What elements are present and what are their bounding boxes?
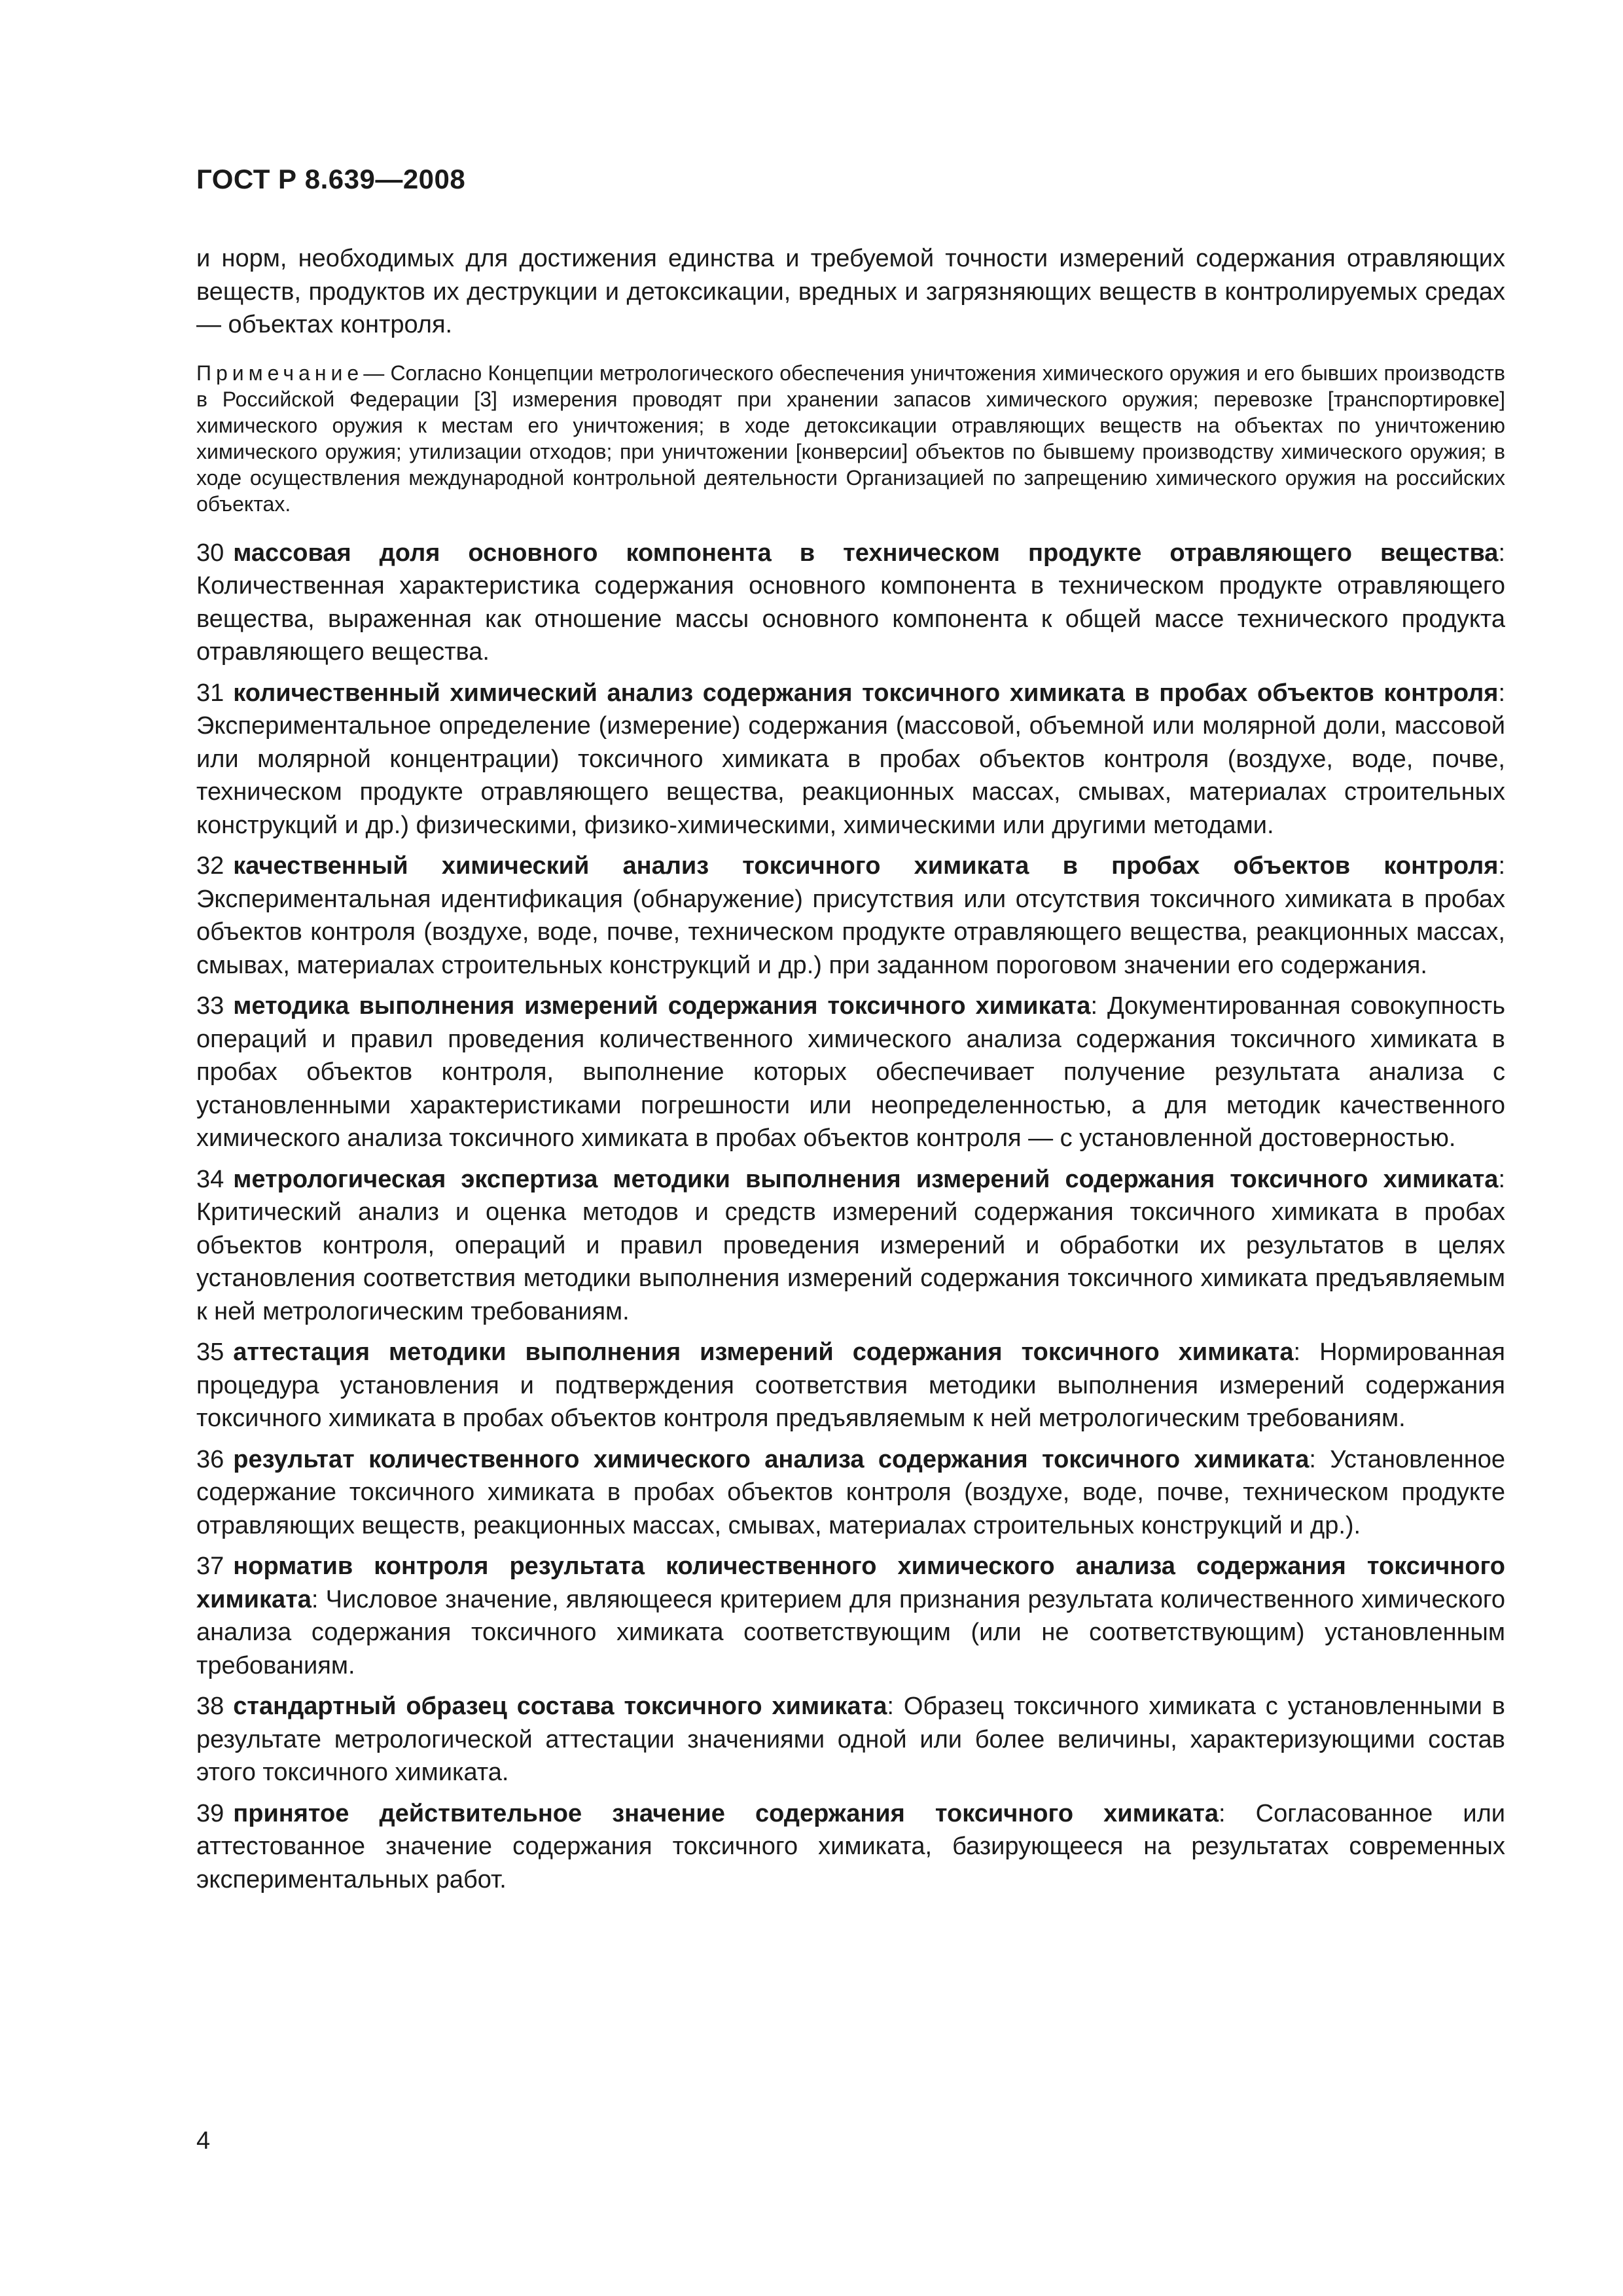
term-definition: : Экспериментальное определение (измерение) содержания (массовой, объемной или молярной доли, массовой или молярной концентрации) токсичного химиката в пробах объектов контроля (воздухе, воде, почве, техническом продукте отравляющего вещества, реакционных массах, смывах, материалах строительных конструкций и др.) физическими, физико-химическими, химическими или другими методами. xyxy=(196,679,1505,839)
term-number: 37 xyxy=(196,1552,224,1580)
term-name: методика выполнения измерений содержания токсичного химиката xyxy=(233,992,1091,1020)
term-number: 38 xyxy=(196,1693,224,1720)
term-definition: : Числовое значение, являющееся критерием для признания результата количественного химического анализа содержания токсичного химиката соответствующим (или не соответствующим) установленным требованиям. xyxy=(196,1585,1505,1679)
term-definition: : Образец токсичного химиката с установленными в результате метрологической аттестации значениями одной или более величины, характеризующими состав этого токсичного химиката. xyxy=(196,1693,1505,1786)
term-number: 30 xyxy=(196,539,224,567)
term-definition: : Экспериментальная идентификация (обнаружение) присутствия или отсутствия токсичного химиката в пробах объектов контроля (воздухе, воде, почве, техническом продукте отравляющего вещества, реакционных массах, смывах, материалах строительных конструкций и др.) при заданном пороговом значении его содержания. xyxy=(196,852,1505,979)
term-name: результат количественного химического анализа содержания токсичного химиката xyxy=(233,1445,1310,1473)
term-name: принятое действительное значение содержания токсичного химиката xyxy=(233,1799,1219,1827)
document-page xyxy=(196,164,1505,1904)
note-text: — Согласно Концепции метрологического обеспечения уничтожения химического оружия и его бывших производств в Российской Федерации [3] измерения проводят при хранении запасов химического оружия; перевозке [транспортировке] химического оружия к местам его уничтожения; в ходе детоксикации отравляющих веществ на объектах по уничтожению химического оружия; утилизации отходов; при уничтожении [конверсии] объектов по бывшему производству химического оружия; в ходе осуществления международной контрольной деятельности Организацией по запрещению химического оружия на российских объектах. xyxy=(196,361,1505,516)
intro-paragraph: и норм, необходимых для достижения единства и требуемой точности измерений содержания отравляющих веществ, продуктов их деструкции и детоксикации, вредных и загрязняющих веществ в контролируемых средах — объектах контроля. xyxy=(196,245,1505,338)
term-number: 32 xyxy=(196,852,224,880)
note-label: Примечание xyxy=(196,361,364,385)
term-name: метрологическая экспертиза методики выполнения измерений содержания токсичного химиката xyxy=(233,1165,1499,1193)
term-number: 36 xyxy=(196,1445,224,1473)
page-number: 4 xyxy=(196,2127,211,2155)
term-definition: : Согласованное или аттестованное значение содержания токсичного химиката, базирующееся на результатах современных экспериментальных работ. xyxy=(196,1799,1505,1893)
term-30 xyxy=(196,537,1505,669)
term-35 xyxy=(196,1336,1505,1435)
term-36 xyxy=(196,1443,1505,1543)
term-name: массовая доля основного компонента в техническом продукте отравляющего вещества xyxy=(233,539,1499,567)
term-name: стандартный образец состава токсичного химиката xyxy=(233,1693,887,1720)
term-number: 33 xyxy=(196,992,224,1020)
term-31 xyxy=(196,677,1505,842)
term-number: 31 xyxy=(196,679,224,707)
term-39 xyxy=(196,1797,1505,1897)
term-34 xyxy=(196,1163,1505,1329)
term-number: 34 xyxy=(196,1165,224,1193)
term-number: 39 xyxy=(196,1799,224,1827)
term-37 xyxy=(196,1550,1505,1682)
term-name: качественный химический анализ токсичного химиката в пробах объектов контроля xyxy=(233,852,1499,880)
term-name: норматив контроля результата количественного химического анализа содержания токсичного химиката xyxy=(196,1552,1505,1613)
note-block xyxy=(196,360,1505,517)
term-definition: : Нормированная процедура установления и подтверждения соответствия методики выполнения измерений содержания токсичного химиката в пробах объектов контроля предъявляемым к ней метрологическим требованиям. xyxy=(196,1338,1505,1432)
term-name: аттестация методики выполнения измерений содержания токсичного химиката xyxy=(233,1338,1294,1366)
term-38 xyxy=(196,1690,1505,1789)
term-32 xyxy=(196,850,1505,982)
term-number: 35 xyxy=(196,1338,224,1366)
term-definition: : Документированная совокупность операций и правил проведения количественного химического анализа содержания токсичного химиката в пробах объектов контроля, выполнение которых обеспечивает получение результата анализа с установленными характеристиками погрешности или неопределенностью, а для методик качественного химического анализа токсичного химиката в пробах объектов контроля — с установленной достоверностью. xyxy=(196,992,1506,1152)
term-definition: : Установленное содержание токсичного химиката в пробах объектов контроля (воздухе, воде, почве, техническом продукте отравляющих веществ, реакционных массах, смывах, материалах строительных конструкций и др.). xyxy=(196,1445,1505,1539)
term-33 xyxy=(196,990,1505,1155)
term-definition: : Критический анализ и оценка методов и средств измерений содержания токсичного химиката в пробах объектов контроля, операций и правил проведения измерений и обработки их результатов в целях установления соответствия методики выполнения измерений содержания токсичного химиката предъявляемым к ней метрологическим требованиям. xyxy=(196,1165,1505,1325)
term-definition: : Количественная характеристика содержания основного компонента в техническом продукте отравляющего вещества, выраженная как отношение массы основного компонента к общей массе технического продукта отравляющего вещества. xyxy=(196,539,1505,666)
term-name: количественный химический анализ содержания токсичного химиката в пробах объектов контроля xyxy=(233,679,1499,707)
standard-header: ГОСТ Р 8.639—2008 xyxy=(196,164,466,194)
